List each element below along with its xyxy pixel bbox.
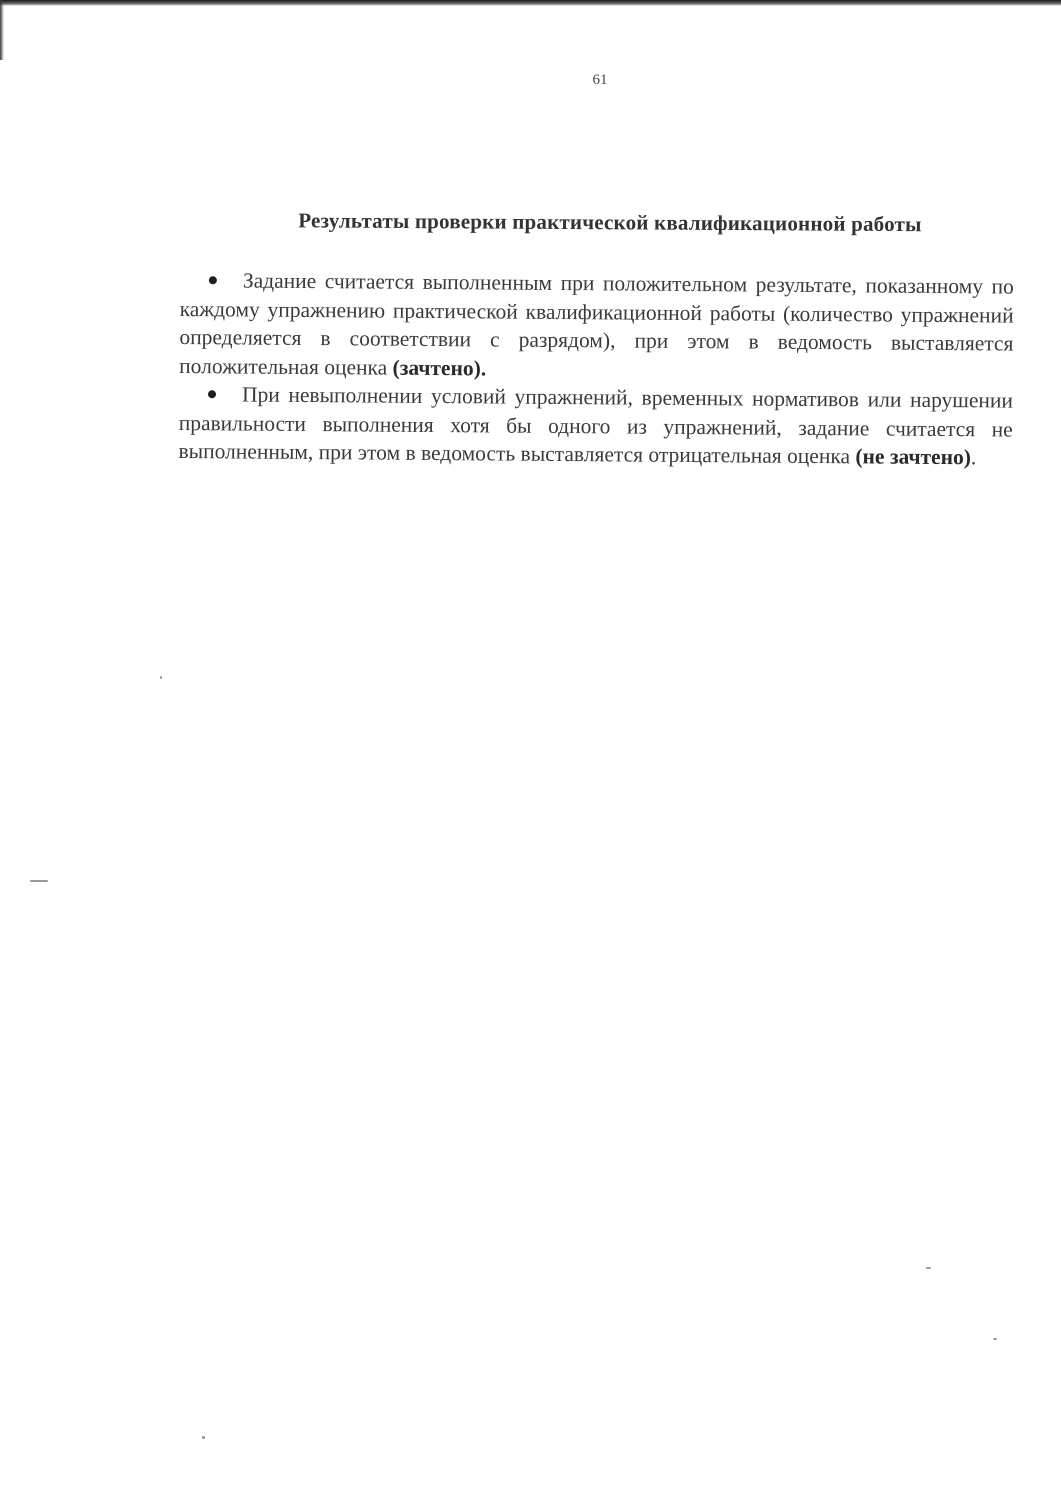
item-tail: . bbox=[970, 445, 977, 470]
list-item bbox=[178, 380, 1013, 472]
bullet-icon bbox=[208, 390, 216, 398]
scan-speck bbox=[926, 1267, 931, 1269]
scan-edge-top bbox=[0, 0, 1061, 6]
scan-speck bbox=[993, 1338, 997, 1340]
page-number: 61 bbox=[592, 72, 608, 88]
scan-edge-left bbox=[0, 0, 4, 60]
list-item bbox=[179, 266, 1014, 387]
page-heading: Результаты проверки практической квалификационной работы bbox=[298, 208, 922, 237]
results-list bbox=[178, 266, 1014, 472]
scan-speck bbox=[30, 880, 48, 882]
scan-speck bbox=[202, 1436, 205, 1439]
item-text: При невыполнении условий упражнений, временных нормативов или нарушении правильности выполнения хотя бы одного из упражнений, задание считается не выполненным, при этом в ведомость выставляется отрицательная оценка bbox=[178, 382, 1014, 469]
item-verdict: (не зачтено) bbox=[855, 444, 972, 470]
item-verdict: (зачтено). bbox=[392, 355, 487, 380]
scan-speck bbox=[160, 676, 162, 679]
bullet-icon bbox=[209, 276, 217, 284]
item-text: Задание считается выполненным при положительном результате, показанному по каждому упражнению практической квалификационной работы (количество упражнений определяется в соответствии с разрядом), при этом в ведомость выставляется положительная оценка bbox=[179, 268, 1014, 380]
